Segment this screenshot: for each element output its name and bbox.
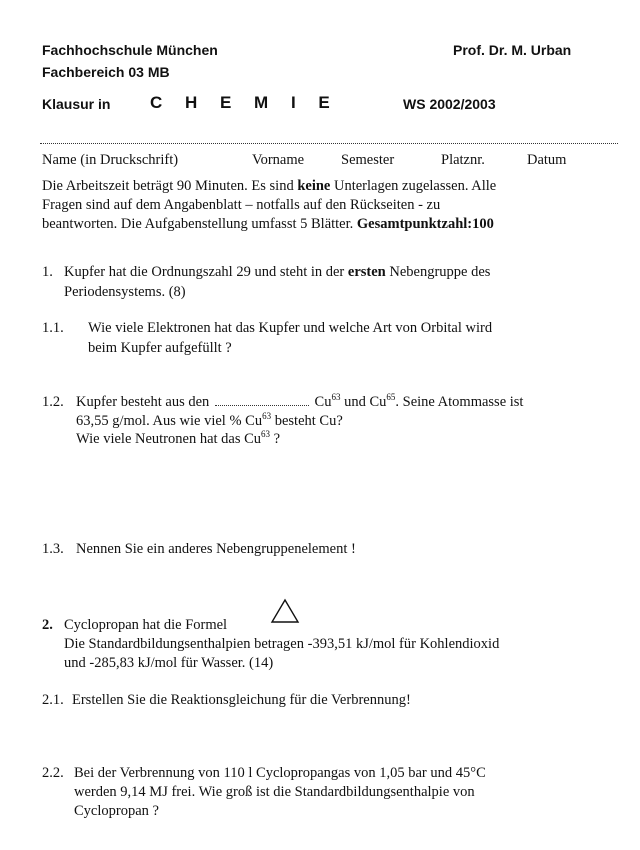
exam-label: Klausur in	[42, 96, 111, 112]
field-platznr: Platznr.	[441, 152, 485, 168]
q2-line-1: Cyclopropan hat die Formel	[64, 617, 228, 633]
school-name: Fachhochschule München	[42, 42, 218, 58]
q2-2-line-1: Bei der Verbrennung von 110 l Cyclopropangas von 1,05 bar und 45°C	[74, 765, 486, 781]
semester-term: WS 2002/2003	[403, 96, 496, 112]
q2-line-2: Die Standardbildungsenthalpien betragen -393,51 kJ/mol für Kohlendioxid	[64, 636, 500, 652]
subject-title: C H E M I E	[150, 93, 339, 112]
q2-1-number: 2.1.	[42, 692, 64, 708]
q2-number: 2.	[42, 617, 53, 633]
fill-blank	[215, 395, 309, 406]
q1-line-2: Periodensystems. (8)	[64, 284, 186, 300]
department: Fachbereich 03 MB	[42, 64, 170, 80]
q2-1-text: Erstellen Sie die Reaktionsgleichung für die Verbrennung!	[72, 692, 411, 708]
intro-line-3: beantworten. Die Aufgabenstellung umfasst 5 Blätter. Gesamtpunktzahl:100	[42, 216, 494, 232]
q1-line-1: Kupfer hat die Ordnungszahl 29 und steht in der ersten Nebengruppe des	[64, 264, 491, 280]
field-vorname: Vorname	[252, 152, 305, 168]
dotted-divider	[40, 143, 618, 144]
professor: Prof. Dr. M. Urban	[453, 42, 572, 58]
q1-number: 1.	[42, 264, 53, 280]
q1-1-line-1: Wie viele Elektronen hat das Kupfer und welche Art von Orbital wird	[88, 320, 493, 336]
q1-3-text: Nennen Sie ein anderes Nebengruppenelement !	[76, 541, 356, 557]
cyclopropane-triangle-icon	[270, 598, 300, 624]
q1-1-number: 1.1.	[42, 320, 64, 336]
q2-2-line-2: werden 9,14 MJ frei. Wie groß ist die Standardbildungsenthalpie von	[74, 784, 475, 800]
intro-line-2: Fragen sind auf dem Angabenblatt – notfalls auf den Rückseiten - zu	[42, 197, 441, 213]
q2-line-3: und -285,83 kJ/mol für Wasser. (14)	[64, 655, 274, 671]
q1-2-line-1: Kupfer besteht aus den Cu$^{63}$ und Cu$^{65}$. Seine Atommasse ist	[76, 392, 524, 410]
q1-1-line-2: beim Kupfer aufgefüllt ?	[88, 340, 232, 356]
q2-2-line-3: Cyclopropan ?	[74, 803, 159, 819]
field-semester: Semester	[341, 152, 395, 168]
q1-2-line-2: 63,55 g/mol. Aus wie viel % Cu$^{63}$ besteht Cu?	[76, 411, 343, 429]
field-name: Name (in Druckschrift)	[42, 152, 179, 168]
intro-line-1: Die Arbeitszeit beträgt 90 Minuten. Es sind keine Unterlagen zugelassen. Alle	[42, 178, 497, 194]
q1-2-number: 1.2.	[42, 394, 64, 410]
field-datum: Datum	[527, 152, 567, 168]
q1-2-line-3: Wie viele Neutronen hat das Cu$^{63}$ ?	[76, 429, 281, 447]
q2-2-number: 2.2.	[42, 765, 64, 781]
q1-3-number: 1.3.	[42, 541, 64, 557]
